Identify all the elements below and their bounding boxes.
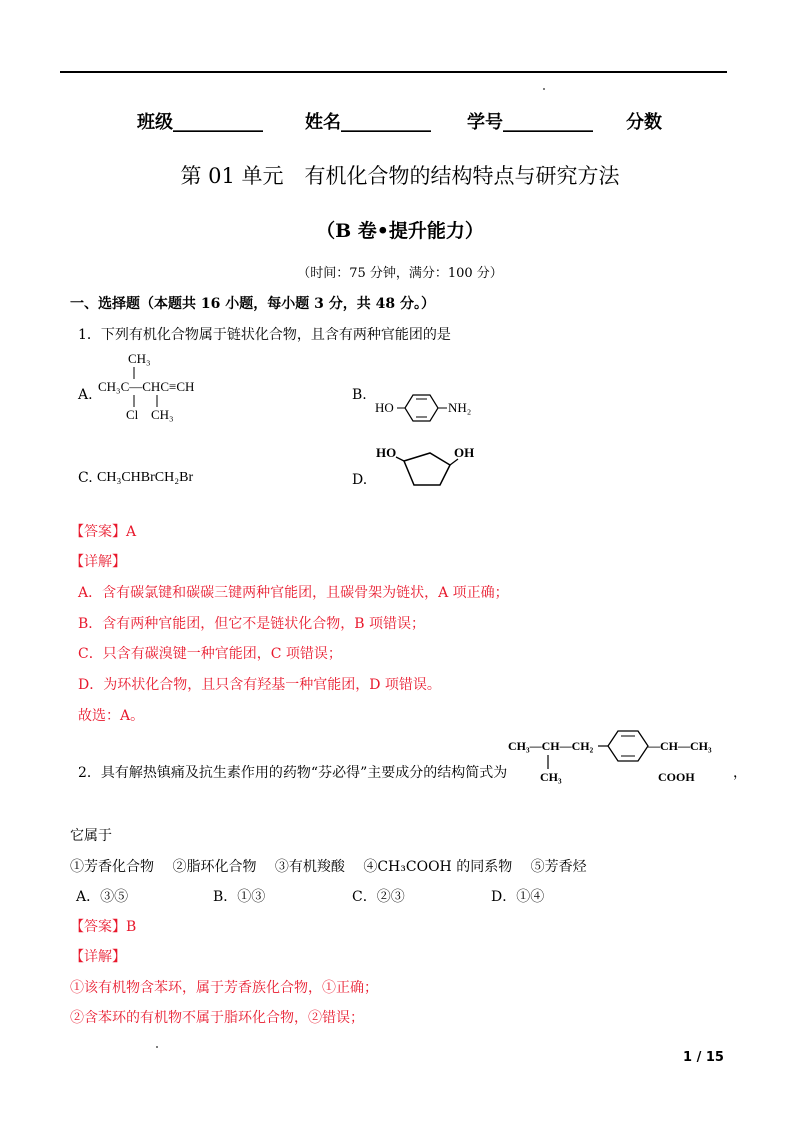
q1-conclusion: 故选：A。 [78, 708, 145, 724]
struct-d-right: OH [454, 445, 475, 460]
q1-structure-d [374, 443, 484, 493]
q1-option-c-label: C. [78, 470, 93, 486]
q1-structure-a [96, 349, 256, 427]
q2-option-d: D．①④ [491, 889, 545, 905]
q1-answer: 【答案】A [70, 524, 137, 540]
q2-option-a: A．③⑤ [76, 889, 129, 905]
score-field: 分数 [626, 112, 662, 133]
q2-continuation: 它属于 [70, 828, 112, 844]
q2-structure [500, 729, 732, 789]
struct-a-main: CH₃C—CHC≡CH [98, 379, 195, 394]
q2-option-c: C．②③ [352, 889, 405, 905]
q2-explanation-1: ①该有机物含苯环，属于芳香族化合物，①正确； [70, 980, 378, 996]
q1-explanation-d: D．为环状化合物，且只含有羟基一种官能团，D 项错误。 [78, 677, 441, 693]
q1-stem: 1．下列有机化合物属于链状化合物，且含有两种官能团的是 [78, 327, 451, 343]
struct-a-top: CH₃ [128, 351, 151, 366]
header-rule [60, 71, 727, 73]
student-id-field: 学号__________ [467, 112, 593, 133]
q2-detail-label: 【详解】 [70, 949, 126, 965]
q2-option-b: B．①③ [213, 889, 266, 905]
q1-detail-label: 【详解】 [70, 554, 126, 570]
class-field: 班级__________ [137, 112, 263, 133]
q2-struct-right: —CH—CH₃ [648, 739, 712, 753]
page-number: 1 / 15 [683, 1050, 724, 1065]
page-subtitle: （B 卷•提升能力） [316, 220, 484, 242]
page-title: 第 01 单元 有机化合物的结构特点与研究方法 [180, 164, 620, 188]
cyclopentane-ring [404, 453, 450, 485]
q1-option-d-label: D. [352, 472, 368, 488]
stray-dot [543, 88, 545, 90]
q2-comma: ， [733, 765, 747, 781]
q1-explanation-a: A．含有碳氯键和碳碳三键两种官能团，且碳骨架为链状，A 项正确； [78, 585, 509, 601]
q2-stem: 2．具有解热镇痛及抗生素作用的药物“芬必得”主要成分的结构简式为 [78, 765, 508, 781]
stray-dot-bottom [156, 1046, 158, 1048]
struct-a-sub-right: CH₃ [151, 407, 174, 422]
q2-answer: 【答案】B [70, 919, 137, 935]
time-info: （时间：75 分钟，满分：100 分） [297, 266, 503, 281]
q1-option-b-label: B. [352, 387, 367, 403]
q2-struct-left: CH₃—CH—CH₂ [508, 739, 594, 753]
section-heading: 一、选择题（本题共 16 小题，每小题 3 分，共 48 分。） [70, 296, 435, 312]
q2-explanation-2: ②含苯环的有机物不属于脂环化合物，②错误； [70, 1010, 364, 1026]
struct-b-right: NH₂ [448, 400, 472, 415]
q1-structure-b [375, 388, 495, 428]
struct-b-left: HO [375, 400, 394, 415]
q1-option-c-formula: CH₃CHBrCH₂Br [97, 470, 194, 485]
struct-d-left: HO [376, 445, 397, 460]
q2-items: ①芳香化合物 ②脂环化合物 ③有机羧酸 ④CH₃COOH 的同系物 ⑤芳香烃 [70, 859, 587, 875]
name-field: 姓名__________ [305, 112, 431, 133]
q2-struct-sub1: CH₃ [540, 770, 562, 784]
q1-option-a-label: A. [78, 387, 93, 403]
q1-explanation-b: B．含有两种官能团，但它不是链状化合物，B 项错误； [78, 616, 426, 632]
struct-a-sub-left: Cl [126, 407, 139, 422]
q1-explanation-c: C．只含有碳溴键一种官能团，C 项错误； [78, 646, 342, 662]
q2-struct-sub2: COOH [658, 770, 695, 784]
